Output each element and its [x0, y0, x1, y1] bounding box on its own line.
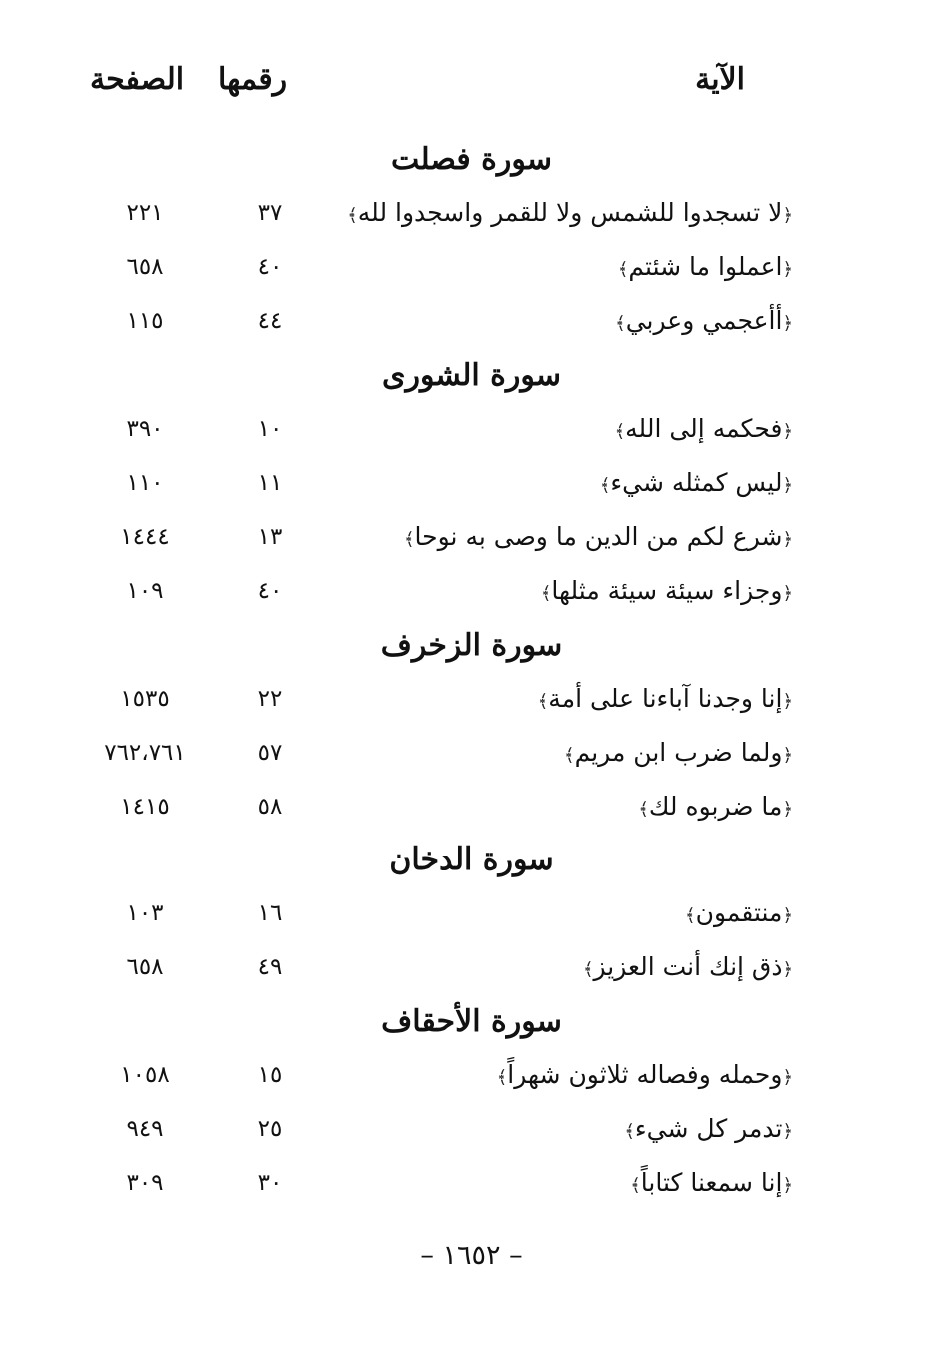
- table-row: [0, 898, 943, 938]
- ayah-text: ﴿أأعجمي وعربي﴾: [615, 306, 793, 335]
- ayah-text: ﴿وجزاء سيئة سيئة مثلها﴾: [540, 576, 793, 605]
- table-row: [0, 522, 943, 562]
- ayah-number: ٥٨: [257, 794, 283, 820]
- ayah-text: ﴿ولما ضرب ابن مريم﴾: [564, 738, 793, 767]
- table-row: [0, 252, 943, 292]
- ayah-text: ﴿لا تسجدوا للشمس ولا للقمر واسجدوا لله﴾: [347, 198, 793, 227]
- table-row: [0, 738, 943, 778]
- ayah-number: ١٦: [257, 900, 283, 926]
- page-number: ٢٢١: [126, 200, 164, 226]
- ayah-text: ﴿شرع لكم من الدين ما وصى به نوحا﴾: [404, 522, 793, 551]
- ayah-number: ٤٠: [257, 578, 283, 604]
- ayah-number: ٤٠: [257, 254, 283, 280]
- ayah-text: ﴿إنا سمعنا كتاباً﴾: [630, 1168, 793, 1197]
- ayah-text: ﴿فحكمه إلى الله﴾: [614, 414, 793, 443]
- ayah-text: ﴿وحمله وفصاله ثلاثون شهراً﴾: [496, 1060, 793, 1089]
- table-row: [0, 576, 943, 616]
- column-header-page: الصفحة: [90, 62, 185, 97]
- ayah-text: ﴿منتقمون﴾: [685, 898, 793, 927]
- ayah-number: ٤٤: [257, 308, 283, 334]
- ayah-number: ٤٩: [257, 954, 283, 980]
- page-number: ١٤٤٤: [120, 524, 170, 550]
- ayah-number: ٢٢: [257, 686, 283, 712]
- page-number: ٦٥٨: [126, 254, 164, 280]
- page-number: ١٠٥٨: [120, 1062, 170, 1088]
- table-row: [0, 1168, 943, 1208]
- table-row: [0, 468, 943, 508]
- ayah-text: ﴿إنا وجدنا آباءنا على أمة﴾: [537, 684, 793, 713]
- column-header-ayah: الآية: [695, 62, 745, 97]
- page-number: ١١٠: [126, 470, 164, 496]
- ayah-number: ٣٠: [257, 1170, 283, 1196]
- table-row: [0, 792, 943, 832]
- page-number: ١١٥: [126, 308, 164, 334]
- ayah-number: ٣٧: [257, 200, 283, 226]
- ayah-number: ١١: [257, 470, 283, 496]
- ayah-number: ١٣: [257, 524, 283, 550]
- surah-title: سورة الشورى: [382, 358, 561, 393]
- page-number: ٦٥٨: [126, 954, 164, 980]
- page-number: ٧٦٢،٧٦١: [104, 740, 186, 766]
- table-row: [0, 952, 943, 992]
- table-row: [0, 306, 943, 346]
- surah-title: سورة الدخان: [389, 842, 554, 877]
- table-row: [0, 1060, 943, 1100]
- table-row: [0, 684, 943, 724]
- column-header-number: رقمها: [218, 62, 288, 97]
- ayah-text: ﴿اعملوا ما شئتم﴾: [617, 252, 793, 281]
- ayah-number: ١٥: [257, 1062, 283, 1088]
- page-number: ١٠٣: [126, 900, 164, 926]
- surah-title: سورة فصلت: [390, 142, 553, 177]
- page-number: ١٠٩: [126, 578, 164, 604]
- ayah-number: ٢٥: [257, 1116, 283, 1142]
- page-number: ٣٠٩: [126, 1170, 164, 1196]
- page-number: ١٥٣٥: [120, 686, 170, 712]
- page-number: ٩٤٩: [126, 1116, 164, 1142]
- ayah-text: ﴿ذق إنك أنت العزيز﴾: [582, 952, 793, 981]
- page-number: ٣٩٠: [126, 416, 164, 442]
- ayah-text: ﴿تدمر كل شيء﴾: [624, 1114, 793, 1143]
- page-folio: – ١٦٥٢ –: [420, 1240, 523, 1271]
- ayah-text: ﴿ما ضربوه لك﴾: [638, 792, 793, 821]
- table-row: [0, 1114, 943, 1154]
- table-row: [0, 414, 943, 454]
- ayah-number: ١٠: [257, 416, 283, 442]
- ayah-number: ٥٧: [257, 740, 283, 766]
- page-number: ١٤١٥: [120, 794, 170, 820]
- table-row: [0, 198, 943, 238]
- surah-title: سورة الزخرف: [380, 628, 563, 663]
- ayah-text: ﴿ليس كمثله شيء﴾: [599, 468, 793, 497]
- surah-title: سورة الأحقاف: [381, 1004, 562, 1039]
